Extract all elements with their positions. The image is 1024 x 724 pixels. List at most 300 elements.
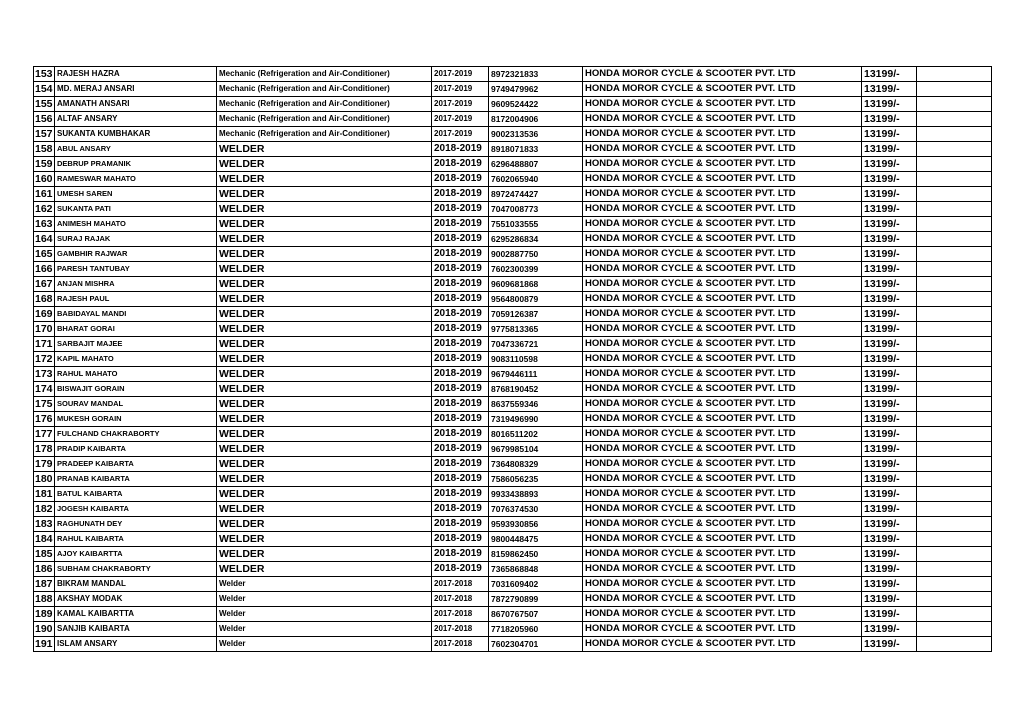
session-year-cell: 2018-2019: [432, 142, 489, 157]
stipend-cell: 13199/-: [862, 97, 917, 112]
blank-cell: [917, 487, 992, 502]
trainee-name-cell: GAMBHIR RAJWAR: [55, 247, 217, 262]
session-year-cell: 2018-2019: [432, 232, 489, 247]
serial-number-cell: 172: [35, 353, 53, 365]
company-cell: HONDA MOROR CYCLE & SCOOTER PVT. LTD: [583, 397, 862, 412]
trade-cell: WELDER: [217, 277, 432, 292]
table-row: [34, 607, 992, 622]
trade-cell: WELDER: [217, 307, 432, 322]
session-year-cell: 2017-2019: [432, 82, 489, 97]
trainee-name-cell: RAHUL KAIBARTA: [55, 532, 217, 547]
blank-cell: [917, 472, 992, 487]
stipend-cell: 13199/-: [862, 67, 917, 82]
stipend-cell: 13199/-: [862, 202, 917, 217]
serial-number-cell: 188: [35, 593, 53, 605]
table-row: [34, 637, 992, 652]
trade-cell: WELDER: [217, 247, 432, 262]
blank-cell: [917, 577, 992, 592]
trade-cell: Mechanic (Refrigeration and Air-Conditioner): [217, 67, 432, 82]
stipend-cell: 13199/-: [862, 412, 917, 427]
trade-cell: WELDER: [217, 187, 432, 202]
blank-cell: [917, 337, 992, 352]
serial-number-cell: 168: [35, 293, 53, 305]
table-row: [34, 382, 992, 397]
blank-cell: [917, 622, 992, 637]
serial-number-cell: 187: [35, 578, 53, 590]
blank-cell: [917, 112, 992, 127]
serial-number-cell: 165: [35, 248, 53, 260]
table-row: [34, 82, 992, 97]
trainee-name-cell: AKSHAY MODAK: [55, 592, 217, 607]
trade-cell: Welder: [217, 592, 432, 607]
serial-number-cell: 176: [35, 413, 53, 425]
phone-number-cell: 7076374530: [489, 502, 583, 517]
blank-cell: [917, 292, 992, 307]
table-row: [34, 532, 992, 547]
company-cell: HONDA MOROR CYCLE & SCOOTER PVT. LTD: [583, 292, 862, 307]
company-cell: HONDA MOROR CYCLE & SCOOTER PVT. LTD: [583, 562, 862, 577]
phone-number-cell: 9002313536: [489, 127, 583, 142]
table-row: [34, 397, 992, 412]
stipend-cell: 13199/-: [862, 217, 917, 232]
stipend-cell: 13199/-: [862, 622, 917, 637]
phone-number-cell: 9800448475: [489, 532, 583, 547]
stipend-cell: 13199/-: [862, 427, 917, 442]
table-row: [34, 142, 992, 157]
trade-cell: WELDER: [217, 517, 432, 532]
company-cell: HONDA MOROR CYCLE & SCOOTER PVT. LTD: [583, 322, 862, 337]
stipend-cell: 13199/-: [862, 232, 917, 247]
session-year-cell: 2018-2019: [432, 457, 489, 472]
serial-number-cell: 167: [35, 278, 53, 290]
table-row: [34, 97, 992, 112]
phone-number-cell: 7602065940: [489, 172, 583, 187]
trade-cell: WELDER: [217, 202, 432, 217]
session-year-cell: 2018-2019: [432, 247, 489, 262]
trade-cell: Welder: [217, 637, 432, 652]
company-cell: HONDA MOROR CYCLE & SCOOTER PVT. LTD: [583, 142, 862, 157]
table-row: [34, 157, 992, 172]
table-row: [34, 67, 992, 82]
trainee-name-cell: ABUL ANSARY: [55, 142, 217, 157]
serial-number-cell: 175: [35, 398, 53, 410]
serial-number-cell: 184: [35, 533, 53, 545]
serial-number-cell: 177: [35, 428, 53, 440]
trainee-name-cell: SARBAJIT MAJEE: [55, 337, 217, 352]
trainee-name-cell: AMANATH ANSARI: [55, 97, 217, 112]
serial-number-cell: 154: [35, 83, 53, 95]
trade-cell: WELDER: [217, 412, 432, 427]
serial-number-cell: 169: [35, 308, 53, 320]
company-cell: HONDA MOROR CYCLE & SCOOTER PVT. LTD: [583, 412, 862, 427]
session-year-cell: 2018-2019: [432, 502, 489, 517]
company-cell: HONDA MOROR CYCLE & SCOOTER PVT. LTD: [583, 202, 862, 217]
stipend-cell: 13199/-: [862, 247, 917, 262]
session-year-cell: 2018-2019: [432, 517, 489, 532]
blank-cell: [917, 157, 992, 172]
serial-number-cell: 180: [35, 473, 53, 485]
session-year-cell: 2018-2019: [432, 157, 489, 172]
blank-cell: [917, 382, 992, 397]
company-cell: HONDA MOROR CYCLE & SCOOTER PVT. LTD: [583, 187, 862, 202]
blank-cell: [917, 67, 992, 82]
trainee-name-cell: PRADEEP KAIBARTA: [55, 457, 217, 472]
trade-cell: WELDER: [217, 427, 432, 442]
serial-number-cell: 155: [35, 98, 53, 110]
serial-number-cell: 157: [35, 128, 53, 140]
serial-number-cell: 164: [35, 233, 53, 245]
trainee-name-cell: DEBRUP PRAMANIK: [55, 157, 217, 172]
trainee-name-cell: BISWAJIT GORAIN: [55, 382, 217, 397]
trade-cell: WELDER: [217, 157, 432, 172]
serial-number-cell: 179: [35, 458, 53, 470]
table-row: [34, 202, 992, 217]
blank-cell: [917, 202, 992, 217]
stipend-cell: 13199/-: [862, 277, 917, 292]
trainee-name-cell: RAMESWAR MAHATO: [55, 172, 217, 187]
company-cell: HONDA MOROR CYCLE & SCOOTER PVT. LTD: [583, 97, 862, 112]
trade-cell: WELDER: [217, 337, 432, 352]
trainee-name-cell: SUBHAM CHAKRABORTY: [55, 562, 217, 577]
trainee-name-cell: BABIDAYAL MANDI: [55, 307, 217, 322]
trainee-name-cell: ISLAM ANSARY: [55, 637, 217, 652]
serial-number-cell: 162: [35, 203, 53, 215]
phone-number-cell: 9593930856: [489, 517, 583, 532]
session-year-cell: 2017-2019: [432, 127, 489, 142]
phone-number-cell: 8670767507: [489, 607, 583, 622]
stipend-cell: 13199/-: [862, 307, 917, 322]
blank-cell: [917, 322, 992, 337]
blank-cell: [917, 427, 992, 442]
session-year-cell: 2018-2019: [432, 472, 489, 487]
trainee-name-cell: PRANAB KAIBARTA: [55, 472, 217, 487]
trade-cell: WELDER: [217, 442, 432, 457]
trade-cell: WELDER: [217, 382, 432, 397]
session-year-cell: 2018-2019: [432, 532, 489, 547]
stipend-cell: 13199/-: [862, 157, 917, 172]
trainee-name-cell: SANJIB KAIBARTA: [55, 622, 217, 637]
company-cell: HONDA MOROR CYCLE & SCOOTER PVT. LTD: [583, 517, 862, 532]
table-row: [34, 247, 992, 262]
trade-cell: WELDER: [217, 547, 432, 562]
trainee-name-cell: RAJESH HAZRA: [55, 67, 217, 82]
session-year-cell: 2018-2019: [432, 322, 489, 337]
session-year-cell: 2018-2019: [432, 397, 489, 412]
stipend-cell: 13199/-: [862, 367, 917, 382]
phone-number-cell: 8768190452: [489, 382, 583, 397]
company-cell: HONDA MOROR CYCLE & SCOOTER PVT. LTD: [583, 247, 862, 262]
trade-cell: WELDER: [217, 172, 432, 187]
serial-number-cell: 161: [35, 188, 53, 200]
session-year-cell: 2018-2019: [432, 187, 489, 202]
blank-cell: [917, 277, 992, 292]
company-cell: HONDA MOROR CYCLE & SCOOTER PVT. LTD: [583, 457, 862, 472]
company-cell: HONDA MOROR CYCLE & SCOOTER PVT. LTD: [583, 172, 862, 187]
trainee-name-cell: MUKESH GORAIN: [55, 412, 217, 427]
company-cell: HONDA MOROR CYCLE & SCOOTER PVT. LTD: [583, 277, 862, 292]
company-cell: HONDA MOROR CYCLE & SCOOTER PVT. LTD: [583, 367, 862, 382]
table-row: [34, 112, 992, 127]
table-row: [34, 577, 992, 592]
serial-number-cell: 185: [35, 548, 53, 560]
trade-cell: WELDER: [217, 292, 432, 307]
phone-number-cell: 9679985104: [489, 442, 583, 457]
phone-number-cell: 7602300399: [489, 262, 583, 277]
blank-cell: [917, 247, 992, 262]
blank-cell: [917, 502, 992, 517]
table-row: [34, 547, 992, 562]
table-row: [34, 232, 992, 247]
serial-number-cell: 189: [35, 608, 53, 620]
serial-number-cell: 163: [35, 218, 53, 230]
phone-number-cell: 6295286834: [489, 232, 583, 247]
serial-number-cell: 183: [35, 518, 53, 530]
trade-cell: WELDER: [217, 532, 432, 547]
table-row: [34, 472, 992, 487]
trade-cell: Welder: [217, 607, 432, 622]
trainee-name-cell: KAMAL KAIBARTTA: [55, 607, 217, 622]
trainee-name-cell: PRADIP KAIBARTA: [55, 442, 217, 457]
serial-number-cell: 170: [35, 323, 53, 335]
trainee-name-cell: FULCHAND CHAKRABORTY: [55, 427, 217, 442]
session-year-cell: 2017-2018: [432, 607, 489, 622]
phone-number-cell: 9083110598: [489, 352, 583, 367]
stipend-cell: 13199/-: [862, 172, 917, 187]
company-cell: HONDA MOROR CYCLE & SCOOTER PVT. LTD: [583, 427, 862, 442]
table-row: [34, 442, 992, 457]
session-year-cell: 2018-2019: [432, 217, 489, 232]
table-row: [34, 457, 992, 472]
phone-number-cell: 7319496990: [489, 412, 583, 427]
stipend-cell: 13199/-: [862, 577, 917, 592]
phone-number-cell: 9679446111: [489, 367, 583, 382]
company-cell: HONDA MOROR CYCLE & SCOOTER PVT. LTD: [583, 262, 862, 277]
phone-number-cell: 6296488807: [489, 157, 583, 172]
blank-cell: [917, 187, 992, 202]
company-cell: HONDA MOROR CYCLE & SCOOTER PVT. LTD: [583, 382, 862, 397]
session-year-cell: 2018-2019: [432, 277, 489, 292]
blank-cell: [917, 232, 992, 247]
stipend-cell: 13199/-: [862, 547, 917, 562]
session-year-cell: 2018-2019: [432, 367, 489, 382]
phone-number-cell: 8918071833: [489, 142, 583, 157]
blank-cell: [917, 397, 992, 412]
trainee-name-cell: BATUL KAIBARTA: [55, 487, 217, 502]
stipend-cell: 13199/-: [862, 262, 917, 277]
trainee-name-cell: UMESH SAREN: [55, 187, 217, 202]
blank-cell: [917, 412, 992, 427]
table-row: [34, 172, 992, 187]
blank-cell: [917, 367, 992, 382]
session-year-cell: 2017-2018: [432, 592, 489, 607]
trade-cell: Welder: [217, 622, 432, 637]
company-cell: HONDA MOROR CYCLE & SCOOTER PVT. LTD: [583, 157, 862, 172]
trade-cell: WELDER: [217, 352, 432, 367]
session-year-cell: 2018-2019: [432, 547, 489, 562]
session-year-cell: 2018-2019: [432, 352, 489, 367]
phone-number-cell: 7586056235: [489, 472, 583, 487]
company-cell: HONDA MOROR CYCLE & SCOOTER PVT. LTD: [583, 67, 862, 82]
stipend-cell: 13199/-: [862, 142, 917, 157]
phone-number-cell: 8637559346: [489, 397, 583, 412]
trade-cell: WELDER: [217, 232, 432, 247]
trade-cell: WELDER: [217, 472, 432, 487]
trainee-name-cell: RAJESH PAUL: [55, 292, 217, 307]
phone-number-cell: 8016511202: [489, 427, 583, 442]
trainee-name-cell: JOGESH KAIBARTA: [55, 502, 217, 517]
trade-cell: WELDER: [217, 457, 432, 472]
table-row: [34, 517, 992, 532]
company-cell: HONDA MOROR CYCLE & SCOOTER PVT. LTD: [583, 502, 862, 517]
phone-number-cell: 7551033555: [489, 217, 583, 232]
phone-number-cell: 9002887750: [489, 247, 583, 262]
trainee-table: [33, 66, 992, 652]
phone-number-cell: 8972474427: [489, 187, 583, 202]
blank-cell: [917, 142, 992, 157]
table-row: [34, 622, 992, 637]
trainee-name-cell: SURAJ RAJAK: [55, 232, 217, 247]
session-year-cell: 2018-2019: [432, 427, 489, 442]
stipend-cell: 13199/-: [862, 337, 917, 352]
company-cell: HONDA MOROR CYCLE & SCOOTER PVT. LTD: [583, 232, 862, 247]
table-row: [34, 307, 992, 322]
stipend-cell: 13199/-: [862, 637, 917, 652]
stipend-cell: 13199/-: [862, 487, 917, 502]
phone-number-cell: 7047008773: [489, 202, 583, 217]
blank-cell: [917, 127, 992, 142]
stipend-cell: 13199/-: [862, 517, 917, 532]
session-year-cell: 2018-2019: [432, 262, 489, 277]
company-cell: HONDA MOROR CYCLE & SCOOTER PVT. LTD: [583, 127, 862, 142]
stipend-cell: 13199/-: [862, 472, 917, 487]
blank-cell: [917, 262, 992, 277]
trade-cell: Mechanic (Refrigeration and Air-Conditioner): [217, 127, 432, 142]
stipend-cell: 13199/-: [862, 397, 917, 412]
blank-cell: [917, 82, 992, 97]
company-cell: HONDA MOROR CYCLE & SCOOTER PVT. LTD: [583, 607, 862, 622]
table-row: [34, 127, 992, 142]
serial-number-cell: 153: [35, 68, 53, 80]
serial-number-cell: 174: [35, 383, 53, 395]
trainee-name-cell: ANIMESH MAHATO: [55, 217, 217, 232]
stipend-cell: 13199/-: [862, 322, 917, 337]
trade-cell: Mechanic (Refrigeration and Air-Conditioner): [217, 112, 432, 127]
session-year-cell: 2018-2019: [432, 172, 489, 187]
trainee-name-cell: SUKANTA KUMBHAKAR: [55, 127, 217, 142]
session-year-cell: 2017-2019: [432, 97, 489, 112]
trade-cell: WELDER: [217, 142, 432, 157]
trade-cell: WELDER: [217, 367, 432, 382]
company-cell: HONDA MOROR CYCLE & SCOOTER PVT. LTD: [583, 532, 862, 547]
stipend-cell: 13199/-: [862, 382, 917, 397]
trainee-name-cell: BHARAT GORAI: [55, 322, 217, 337]
table-row: [34, 427, 992, 442]
phone-number-cell: 7059126387: [489, 307, 583, 322]
blank-cell: [917, 97, 992, 112]
company-cell: HONDA MOROR CYCLE & SCOOTER PVT. LTD: [583, 592, 862, 607]
company-cell: HONDA MOROR CYCLE & SCOOTER PVT. LTD: [583, 307, 862, 322]
trade-cell: WELDER: [217, 562, 432, 577]
trade-cell: WELDER: [217, 487, 432, 502]
trainee-name-cell: ANJAN MISHRA: [55, 277, 217, 292]
serial-number-cell: 158: [35, 143, 53, 155]
phone-number-cell: 7031609402: [489, 577, 583, 592]
phone-number-cell: 9775813365: [489, 322, 583, 337]
trainee-name-cell: AJOY KAIBARTTA: [55, 547, 217, 562]
trainee-name-cell: BIKRAM MANDAL: [55, 577, 217, 592]
phone-number-cell: 9609524422: [489, 97, 583, 112]
blank-cell: [917, 442, 992, 457]
stipend-cell: 13199/-: [862, 562, 917, 577]
company-cell: HONDA MOROR CYCLE & SCOOTER PVT. LTD: [583, 547, 862, 562]
phone-number-cell: 7718205960: [489, 622, 583, 637]
stipend-cell: 13199/-: [862, 127, 917, 142]
phone-number-cell: 8172004906: [489, 112, 583, 127]
session-year-cell: 2018-2019: [432, 412, 489, 427]
blank-cell: [917, 517, 992, 532]
stipend-cell: 13199/-: [862, 502, 917, 517]
company-cell: HONDA MOROR CYCLE & SCOOTER PVT. LTD: [583, 472, 862, 487]
phone-number-cell: 7872790899: [489, 592, 583, 607]
session-year-cell: 2018-2019: [432, 307, 489, 322]
company-cell: HONDA MOROR CYCLE & SCOOTER PVT. LTD: [583, 487, 862, 502]
phone-number-cell: 9609681868: [489, 277, 583, 292]
table-row: [34, 217, 992, 232]
blank-cell: [917, 457, 992, 472]
company-cell: HONDA MOROR CYCLE & SCOOTER PVT. LTD: [583, 577, 862, 592]
serial-number-cell: 166: [35, 263, 53, 275]
session-year-cell: 2017-2019: [432, 112, 489, 127]
phone-number-cell: 8159862450: [489, 547, 583, 562]
blank-cell: [917, 562, 992, 577]
trainee-name-cell: KAPIL MAHATO: [55, 352, 217, 367]
stipend-cell: 13199/-: [862, 442, 917, 457]
trainee-name-cell: SUKANTA PATI: [55, 202, 217, 217]
session-year-cell: 2017-2018: [432, 637, 489, 652]
stipend-cell: 13199/-: [862, 532, 917, 547]
table-row: [34, 262, 992, 277]
table-row: [34, 187, 992, 202]
stipend-cell: 13199/-: [862, 457, 917, 472]
session-year-cell: 2017-2018: [432, 622, 489, 637]
serial-number-cell: 160: [35, 173, 53, 185]
trainee-name-cell: ALTAF ANSARY: [55, 112, 217, 127]
table-row: [34, 502, 992, 517]
stipend-cell: 13199/-: [862, 187, 917, 202]
phone-number-cell: 9933438893: [489, 487, 583, 502]
table-row: [34, 367, 992, 382]
blank-cell: [917, 592, 992, 607]
company-cell: HONDA MOROR CYCLE & SCOOTER PVT. LTD: [583, 112, 862, 127]
table-row: [34, 337, 992, 352]
serial-number-cell: 191: [35, 638, 53, 650]
stipend-cell: 13199/-: [862, 82, 917, 97]
trade-cell: WELDER: [217, 502, 432, 517]
table-row: [34, 352, 992, 367]
session-year-cell: 2018-2019: [432, 292, 489, 307]
phone-number-cell: 9749479962: [489, 82, 583, 97]
session-year-cell: 2017-2019: [432, 67, 489, 82]
company-cell: HONDA MOROR CYCLE & SCOOTER PVT. LTD: [583, 442, 862, 457]
stipend-cell: 13199/-: [862, 592, 917, 607]
trainee-name-cell: SOURAV MANDAL: [55, 397, 217, 412]
trainee-name-cell: PARESH TANTUBAY: [55, 262, 217, 277]
phone-number-cell: 7047336721: [489, 337, 583, 352]
company-cell: HONDA MOROR CYCLE & SCOOTER PVT. LTD: [583, 82, 862, 97]
table-row: [34, 592, 992, 607]
serial-number-cell: 156: [35, 113, 53, 125]
company-cell: HONDA MOROR CYCLE & SCOOTER PVT. LTD: [583, 352, 862, 367]
